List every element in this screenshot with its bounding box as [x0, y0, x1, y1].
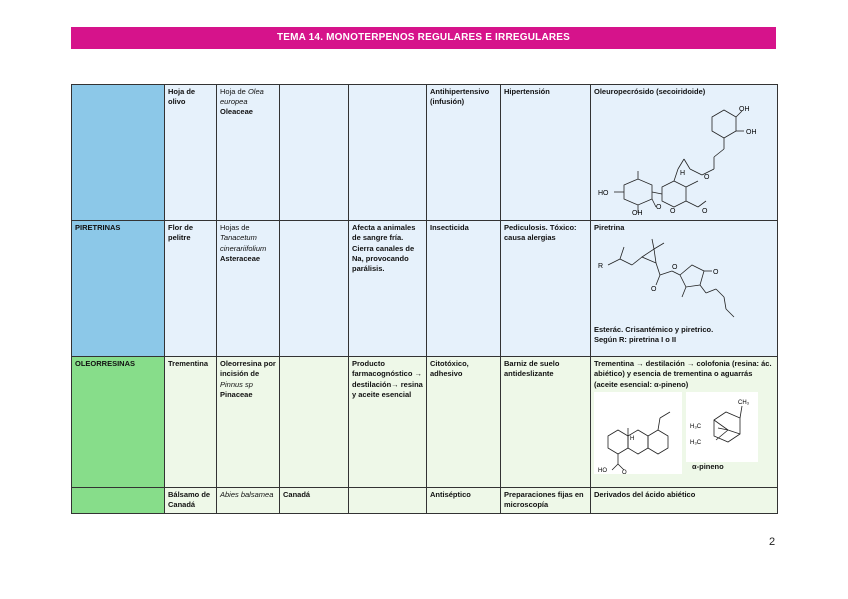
- section-header: TEMA 14. MONOTERPENOS REGULARES E IRREGULARES: [71, 27, 776, 49]
- plant-family: Oleaceae: [220, 107, 253, 117]
- origin-cell: [280, 357, 349, 488]
- category-cell: OLEORRESINAS: [72, 357, 165, 488]
- structure-cell: [591, 221, 778, 357]
- ho-label: HO: [598, 467, 607, 474]
- plant-prefix: Oleorresina por incisión de: [220, 359, 276, 379]
- drug-cell: Trementina: [165, 357, 217, 488]
- plant-species: Abies balsamea: [220, 490, 274, 500]
- o-label: O: [713, 269, 719, 277]
- o-label: O: [622, 469, 627, 474]
- ch3-label: CH₃: [738, 399, 750, 406]
- o-label: O: [651, 286, 657, 294]
- oh-label: OH: [746, 129, 757, 137]
- table-row-oleorresinas: [72, 357, 778, 488]
- o-label: O: [704, 174, 710, 182]
- use-cell: Preparaciones fijas en microscopía: [501, 488, 591, 514]
- plant-cell: [217, 85, 280, 221]
- origin-cell: [280, 85, 349, 221]
- oleuropein-structure-image: [594, 97, 774, 215]
- drug-cell: Hoja de olivo: [165, 85, 217, 221]
- oh-label: OH: [739, 106, 750, 114]
- origin-cell: [280, 221, 349, 357]
- structure-caption: α-pineno: [692, 461, 724, 471]
- page-number: 2: [769, 536, 776, 548]
- pyrethrin-structure-image: [594, 233, 774, 321]
- h3c-label: H₃C: [690, 423, 702, 430]
- notes-cell: Producto farmacognóstico → destilación→ resina y aceite esencial: [349, 357, 427, 488]
- structure-caption: Esterác. Crisantémico y piretrico.: [594, 324, 714, 334]
- structure-title: Trementina → destilación → colofonia (resina: ác. abiético) y esencia de trementina o aguarrás (aceite esencial: α-pineno): [594, 359, 772, 389]
- alpha-pinene-structure-image: [686, 392, 758, 462]
- structure-title: Oleuropecrósido (secoiridoide): [594, 87, 706, 96]
- category-cell: [72, 488, 165, 514]
- table-row-balsamo: [72, 488, 778, 514]
- plant-prefix: Hoja de: [220, 87, 248, 96]
- h3c-label: H₃C: [690, 439, 702, 446]
- action-cell: Citotóxico, adhesivo: [427, 357, 501, 488]
- plant-family: Asteraceae: [220, 253, 261, 263]
- structure-title: Piretrina: [594, 223, 625, 233]
- table-row-olivo: [72, 85, 778, 221]
- structure-cell: Derivados del ácido abiético: [591, 488, 778, 514]
- o-label: O: [672, 264, 678, 272]
- notes-cell: [349, 85, 427, 221]
- abietic-acid-structure-image: [594, 392, 682, 474]
- plant-family: Pinaceae: [220, 389, 253, 399]
- drug-cell: Bálsamo de Canadá: [165, 488, 217, 514]
- category-cell: PIRETRINAS: [72, 221, 165, 357]
- structure-caption: Según R: piretrina I o II: [594, 334, 677, 344]
- h-label: H: [680, 170, 686, 178]
- category-cell: [72, 85, 165, 221]
- action-cell: Antihipertensivo (infusión): [427, 85, 501, 221]
- o-label: O: [670, 208, 676, 216]
- use-cell: Hipertensión: [501, 85, 591, 221]
- plant-cell: [217, 488, 280, 514]
- o-label: O: [702, 208, 708, 216]
- origin-cell: Canadá: [280, 488, 349, 514]
- notes-cell: [349, 488, 427, 514]
- plant-cell: [217, 221, 280, 357]
- o-label: O: [656, 204, 662, 212]
- plant-species: Pinnus sp: [220, 379, 253, 389]
- monoterpenes-table: [71, 84, 778, 514]
- action-cell: Antiséptico: [427, 488, 501, 514]
- table-row-piretrinas: [72, 221, 778, 357]
- use-cell: Pediculosis. Tóxico: causa alergias: [501, 221, 591, 357]
- plant-species: Tanacetum cinerariifolium: [220, 233, 267, 253]
- drug-cell: Flor de pelitre: [165, 221, 217, 357]
- h-label: H: [630, 435, 635, 442]
- plant-prefix: Hojas de: [220, 223, 250, 233]
- ho-label: HO: [598, 190, 609, 198]
- plant-species: Olea europea: [220, 87, 264, 107]
- structure-cell: [591, 357, 778, 488]
- plant-cell: [217, 357, 280, 488]
- r-label: R: [598, 263, 604, 271]
- structure-cell: [591, 85, 778, 221]
- use-cell: Barniz de suelo antideslizante: [501, 357, 591, 488]
- notes-cell: Afecta a animales de sangre fría. Cierra canales de Na, provocando parálisis.: [349, 221, 427, 357]
- action-cell: Insecticida: [427, 221, 501, 357]
- oh-label: OH: [632, 210, 643, 216]
